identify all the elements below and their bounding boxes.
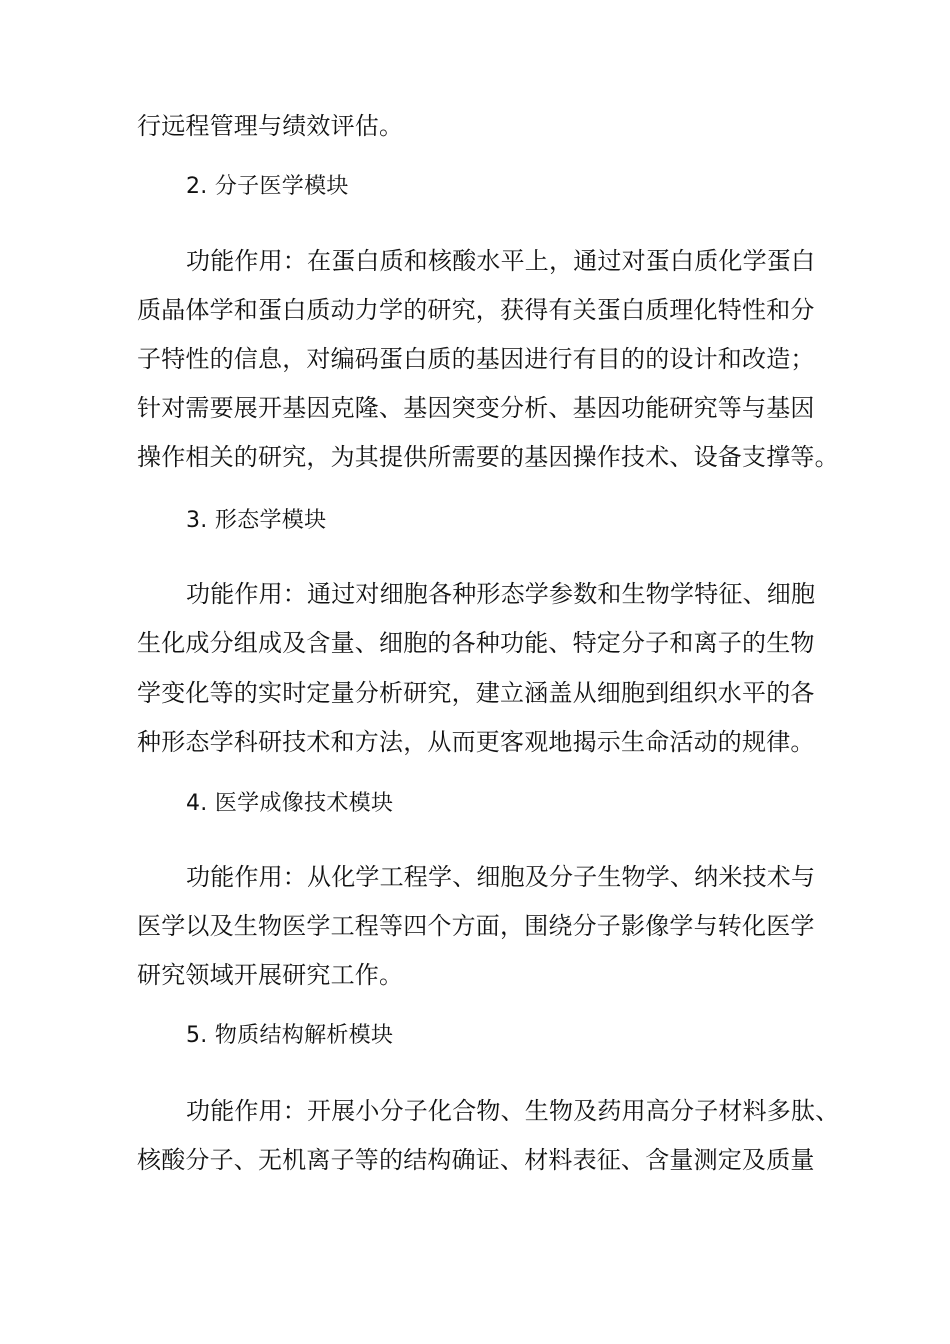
paragraph-line: 医学以及生物医学工程等四个方面，围绕分子影像学与转化医学: [137, 912, 815, 940]
paragraph-line: 行远程管理与绩效评估。: [137, 112, 404, 140]
paragraph-line: 生化成分组成及含量、细胞的各种功能、特定分子和离子的生物: [137, 629, 815, 657]
paragraph-line: 针对需要展开基因克隆、基因突变分析、基因功能研究等与基因: [137, 394, 815, 422]
section-heading-morphology: 3. 形态学模块: [186, 508, 327, 533]
paragraph-line: 子特性的信息，对编码蛋白质的基因进行有目的的设计和改造；: [137, 345, 815, 373]
section-heading-molecular-medicine: 2. 分子医学模块: [186, 174, 349, 199]
paragraph-line: 功能作用：从化学工程学、细胞及分子生物学、纳米技术与: [186, 863, 816, 891]
paragraph-line: 研究领域开展研究工作。: [137, 961, 404, 989]
paragraph-line: 质晶体学和蛋白质动力学的研究，获得有关蛋白质理化特性和分: [137, 296, 815, 324]
paragraph-line: 功能作用：在蛋白质和核酸水平上，通过对蛋白质化学蛋白: [186, 247, 816, 275]
paragraph-line: 功能作用：通过对细胞各种形态学参数和生物学特征、细胞: [186, 580, 816, 608]
paragraph-line: 学变化等的实时定量分析研究，建立涵盖从细胞到组织水平的各: [137, 679, 815, 707]
paragraph-line: 功能作用：开展小分子化合物、生物及药用高分子材料多肽、: [186, 1097, 840, 1125]
paragraph-line: 操作相关的研究，为其提供所需要的基因操作技术、设备支撑等。: [137, 443, 839, 471]
paragraph-line: 种形态学科研技术和方法，从而更客观地揭示生命活动的规律。: [137, 728, 815, 756]
paragraph-line: 核酸分子、无机离子等的结构确证、材料表征、含量测定及质量: [137, 1146, 815, 1174]
section-heading-structure-analysis: 5. 物质结构解析模块: [186, 1023, 394, 1048]
section-heading-medical-imaging: 4. 医学成像技术模块: [186, 791, 394, 816]
